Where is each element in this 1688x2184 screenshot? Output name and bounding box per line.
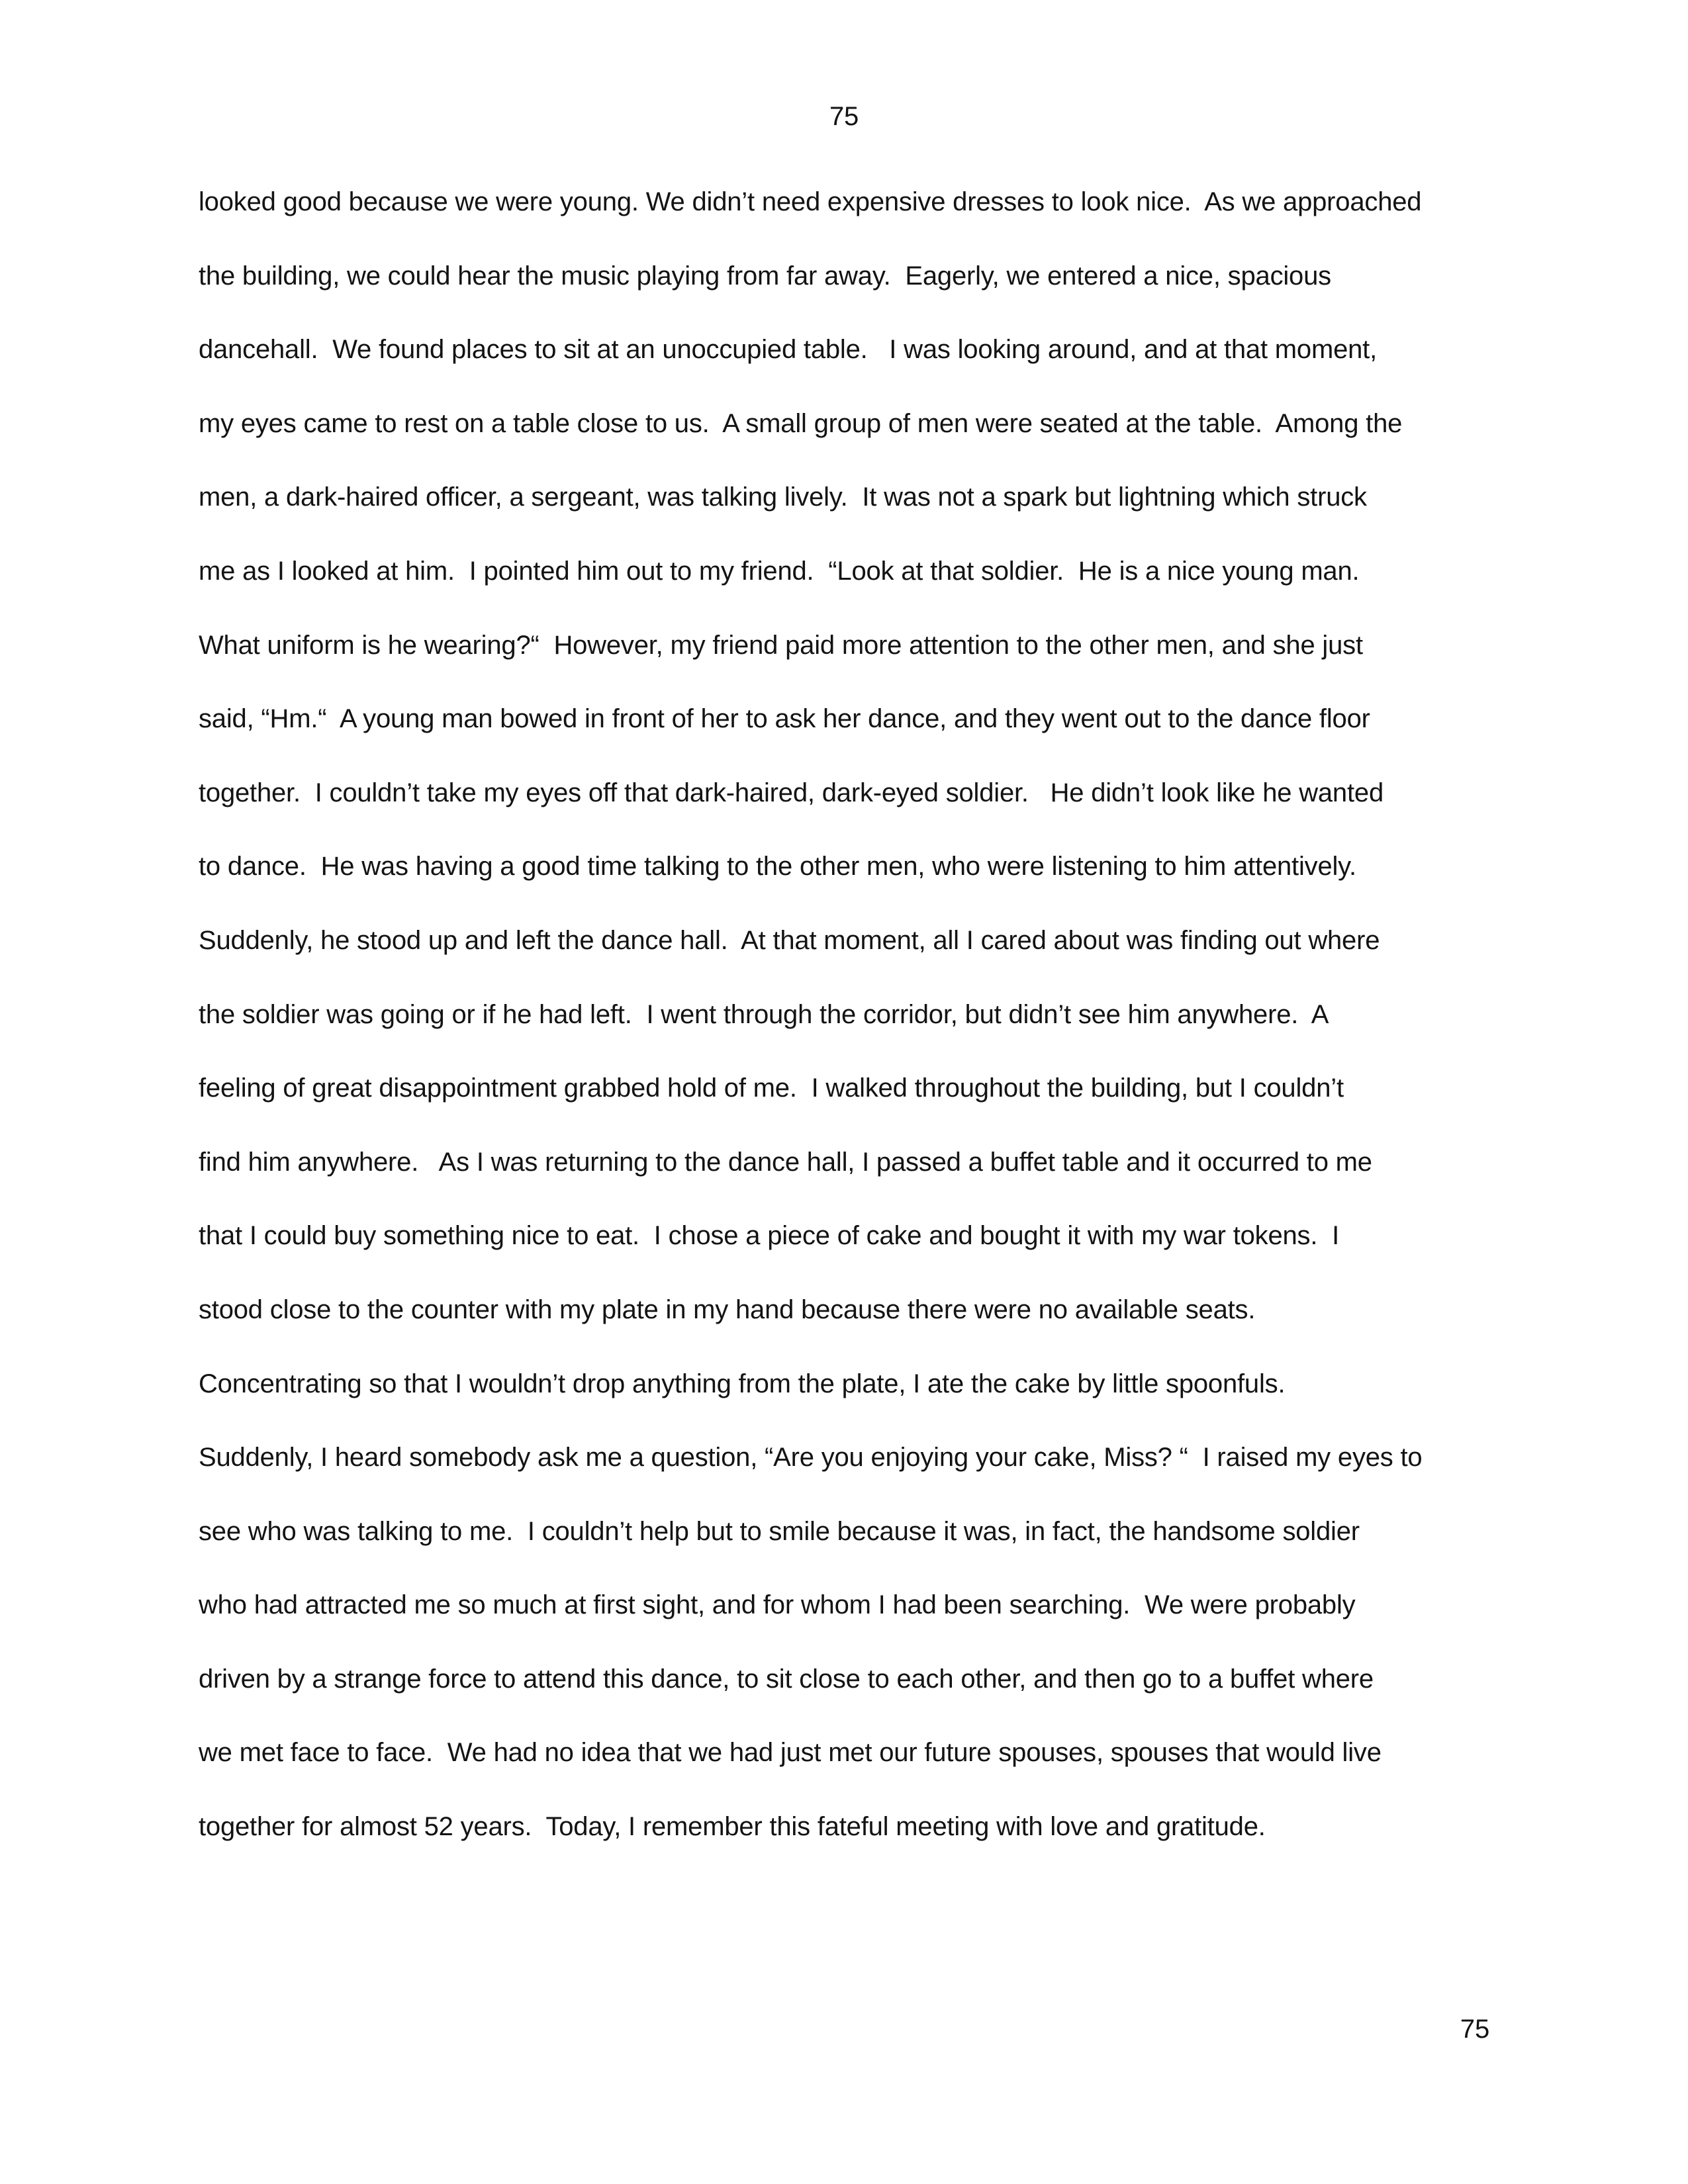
body-line: to dance. He was having a good time talking to the other men, who were listening to him attentively. xyxy=(199,852,1356,882)
body-line: Suddenly, he stood up and left the dance hall. At that moment, all I cared about was finding out where xyxy=(199,925,1380,955)
body-line: men, a dark-haired officer, a sergeant, was talking lively. It was not a spark but lightning which struck xyxy=(199,482,1367,512)
body-line: the soldier was going or if he had left. I went through the corridor, but didn’t see him anywhere. A xyxy=(199,999,1329,1029)
body-line: dancehall. We found places to sit at an unoccupied table. I was looking around, and at that moment, xyxy=(199,335,1377,365)
page-number-top: 75 xyxy=(829,102,859,131)
body-line: find him anywhere. As I was returning to the dance hall, I passed a buffet table and it occurred to me xyxy=(199,1147,1372,1177)
body-line: Suddenly, I heard somebody ask me a question, “Are you enjoying your cake, Miss? “ I raised my eyes to xyxy=(199,1443,1423,1473)
body-line: that I could buy something nice to eat. I chose a piece of cake and bought it with my war tokens. I xyxy=(199,1221,1340,1251)
body-line: What uniform is he wearing?“ However, my friend paid more attention to the other men, and she just xyxy=(199,630,1363,660)
body-line: Concentrating so that I wouldn’t drop anything from the plate, I ate the cake by little spoonfuls. xyxy=(199,1369,1286,1398)
body-line: looked good because we were young. We didn’t need expensive dresses to look nice. As we approached xyxy=(199,187,1422,216)
body-line: see who was talking to me. I couldn’t help but to smile because it was, in fact, the handsome soldier xyxy=(199,1516,1360,1546)
body-line: we met face to face. We had no idea that we had just met our future spouses, spouses that would live xyxy=(199,1738,1382,1768)
body-line: stood close to the counter with my plate in my hand because there were no available seats. xyxy=(199,1295,1256,1324)
body-line: feeling of great disappointment grabbed hold of me. I walked throughout the building, but I couldn’t xyxy=(199,1073,1344,1103)
body-line: the building, we could hear the music playing from far away. Eagerly, we entered a nice, spacious xyxy=(199,261,1331,291)
body-line: together for almost 52 years. Today, I remember this fateful meeting with love and gratitude. xyxy=(199,1812,1266,1842)
body-line: who had attracted me so much at first sight, and for whom I had been searching. We were probably xyxy=(199,1590,1356,1620)
body-line: together. I couldn’t take my eyes off that dark-haired, dark-eyed soldier. He didn’t look like he wanted xyxy=(199,778,1383,807)
body-line: said, “Hm.“ A young man bowed in front of her to ask her dance, and they went out to the dance floor xyxy=(199,704,1370,734)
body-line: driven by a strange force to attend this dance, to sit close to each other, and then go to a buffet where xyxy=(199,1664,1374,1694)
body-line: me as I looked at him. I pointed him out to my friend. “Look at that soldier. He is a nice young man. xyxy=(199,556,1360,586)
page-number-bottom: 75 xyxy=(1460,2015,1489,2044)
body-text xyxy=(199,165,1529,1864)
body-line: my eyes came to rest on a table close to us. A small group of men were seated at the table. Among the xyxy=(199,408,1403,438)
